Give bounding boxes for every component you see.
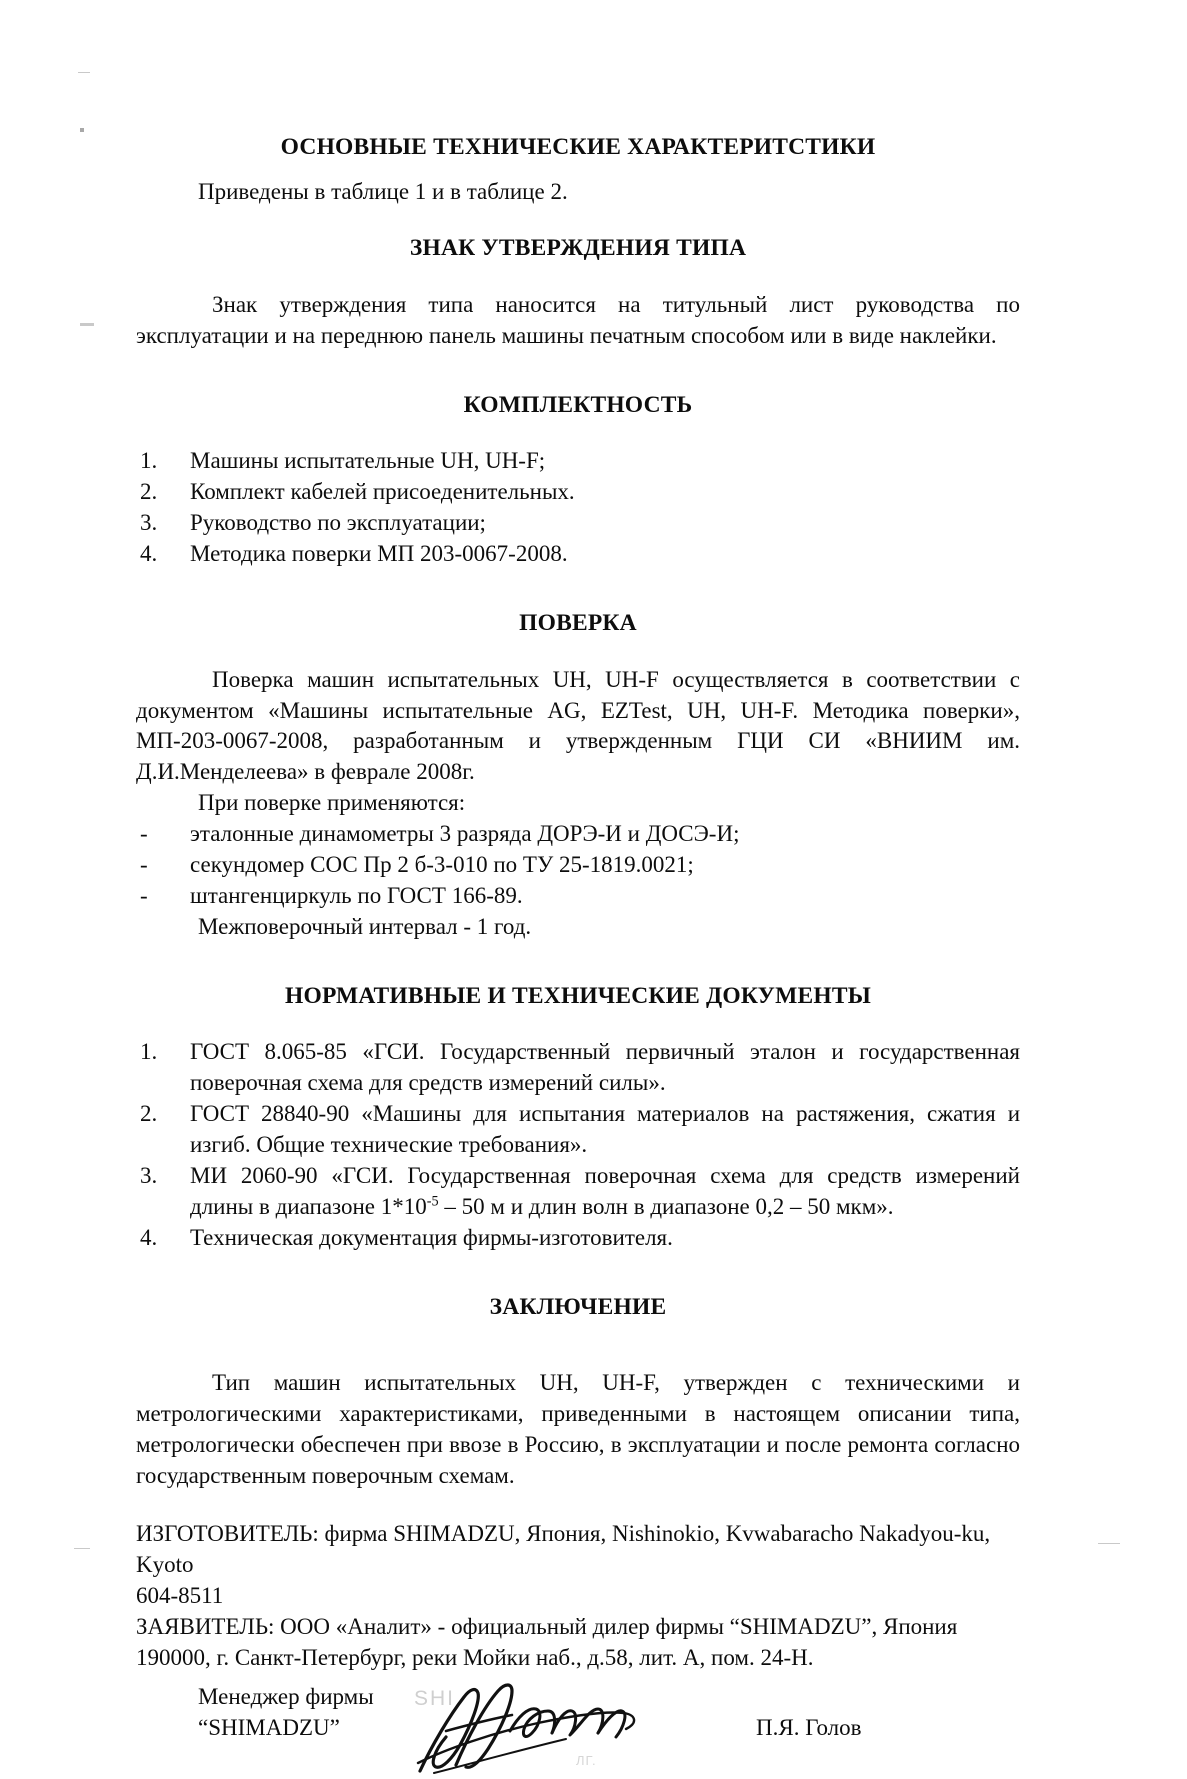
list-item-dash: - [140, 883, 148, 909]
section-heading-verification: ПОВЕРКА [519, 610, 637, 637]
list-item [136, 477, 1020, 508]
stamp-ghost-text: SHI [414, 1687, 456, 1711]
list-item-number: 4. [140, 1225, 158, 1251]
normative-docs-list [136, 1037, 1020, 1253]
scan-artifact-mark [80, 323, 94, 326]
completeness-list [136, 446, 1020, 570]
list-item-number: 2. [140, 479, 158, 505]
list-item-text: Комплект кабелей присоеденительных. [190, 479, 575, 505]
list-item-number: 1. [140, 448, 158, 474]
list-item-text: Руководство по эксплуатации; [190, 510, 486, 536]
list-item [136, 850, 1020, 881]
list-item-text: ГОСТ 8.065-85 «ГСИ. Государственный первичный эталон и государственная поверочная схема для средств измерений силы». [190, 1039, 1020, 1096]
list-item-text: ГОСТ 28840-90 «Машины для испытания материалов на растяжения, сжатия и изгиб. Общие технические требования». [190, 1101, 1020, 1158]
verification-tools-list [136, 819, 1020, 912]
scan-artifact-mark [80, 128, 84, 132]
section-heading-completeness: КОМПЛЕКТНОСТЬ [463, 391, 693, 418]
verification-applied-label: При поверке применяются: [198, 790, 466, 816]
list-item-text: Техническая документация фирмы-изготовителя. [190, 1225, 673, 1251]
list-item [136, 1161, 1020, 1223]
footer-manufacturer-applicant [136, 1518, 1020, 1673]
list-item-dash: - [140, 852, 148, 878]
list-item [136, 446, 1020, 477]
type-mark-body: Знак утверждения типа наносится на титульный лист руководства по эксплуатации и на переднюю панель машины печатным способом или в виде наклейки. [136, 292, 1020, 348]
stamp-ghost-text-secondary: ЛГ. [576, 1753, 597, 1769]
section-heading-conclusion: ЗАКЛЮЧЕНИЕ [489, 1293, 667, 1320]
list-item-number: 3. [140, 510, 158, 536]
list-item-text-before: МИ 2060-90 «ГСИ. Государственная поверочная схема для средств измерений длины в диапазоне 1*10 [190, 1163, 1020, 1220]
signer-title-line-1: Менеджер фирмы [198, 1684, 374, 1710]
list-item [136, 508, 1020, 539]
list-item [136, 539, 1020, 570]
list-item-number: 3. [140, 1163, 158, 1189]
tech-specs-body: Приведены в таблице 1 и в таблице 2. [198, 178, 568, 204]
signature-block [136, 1681, 1020, 1777]
scan-artifact-mark [74, 1548, 90, 1549]
list-item-text [190, 1163, 1020, 1219]
applicant-line-1: ЗАЯВИТЕЛЬ: ООО «Аналит» - официальный дилер фирмы “SHIMADZU”, Япония [136, 1614, 958, 1640]
signer-title [198, 1681, 374, 1743]
scan-artifact-mark [1098, 1543, 1120, 1544]
section-heading-type-mark: ЗНАК УТВЕРЖДЕНИЯ ТИПА [409, 235, 747, 262]
verification-interval: Межповерочный интервал - 1 год. [198, 914, 532, 940]
list-item-text: штангенциркуль по ГОСТ 166-89. [190, 883, 523, 909]
list-item-text: Методика поверки МП 203-0067-2008. [190, 541, 568, 567]
list-item [136, 1037, 1020, 1099]
list-item-text: секундомер СОС Пр 2 б-3-010 по ТУ 25-1819.0021; [190, 852, 694, 878]
manufacturer-line-2: 604-8511 [136, 1583, 224, 1609]
applicant-line-2: 190000, г. Санкт-Петербург, реки Мойки наб., д.58, лит. А, пом. 24-Н. [136, 1645, 814, 1671]
list-item [136, 881, 1020, 912]
list-item-number: 1. [140, 1039, 158, 1065]
list-item-number: 2. [140, 1101, 158, 1127]
list-item-number: 4. [140, 541, 158, 567]
section-heading-normative-docs: НОРМАТИВНЫЕ И ТЕХНИЧЕСКИЕ ДОКУМЕНТЫ [284, 982, 872, 1009]
manufacturer-line-1: ИЗГОТОВИТЕЛЬ: фирма SHIMADZU, Япония, Nishinokio, Kvwabaracho Nakadyou-ku, Kyoto [136, 1521, 991, 1578]
section-heading-tech-specs: ОСНОВНЫЕ ТЕХНИЧЕСКИЕ ХАРАКТЕРИТСТИКИ [280, 134, 876, 160]
document-body [136, 132, 1020, 1777]
list-item-text: эталонные динамометры 3 разряда ДОРЭ-И и ДОСЭ-И; [190, 821, 740, 847]
scan-artifact-mark [78, 72, 90, 73]
signer-name: П.Я. Голов [756, 1715, 862, 1741]
signer-title-line-2: “SHIMADZU” [198, 1715, 340, 1741]
list-item-text-after: – 50 м и длин волн в диапазоне 0,2 – 50 мкм». [438, 1194, 894, 1220]
list-item-dash: - [140, 821, 148, 847]
list-item [136, 1099, 1020, 1161]
conclusion-body: Тип машин испытательных UH, UH-F, утвержден с техническими и метрологическими характеристиками, приведенными в настоящем описании типа, метрологически обеспечен при ввозе в Россию, в эксплуатации и после ремонта согласно государственным поверочным схемам. [136, 1370, 1020, 1489]
verification-intro: Поверка машин испытательных UH, UH-F осуществляется в соответствии с документом «Машины испытательные AG, EZTest, UH, UH-F. Методика поверки», МП-203-0067-2008, разработанным и утвержденным ГЦИ СИ «ВНИИМ им. Д.И.Менделеева» в феврале 2008г. [136, 666, 1020, 785]
list-item-exponent: -5 [426, 1193, 439, 1210]
list-item [136, 819, 1020, 850]
list-item-text: Машины испытательные UH, UH-F; [190, 448, 546, 474]
list-item [136, 1223, 1020, 1254]
